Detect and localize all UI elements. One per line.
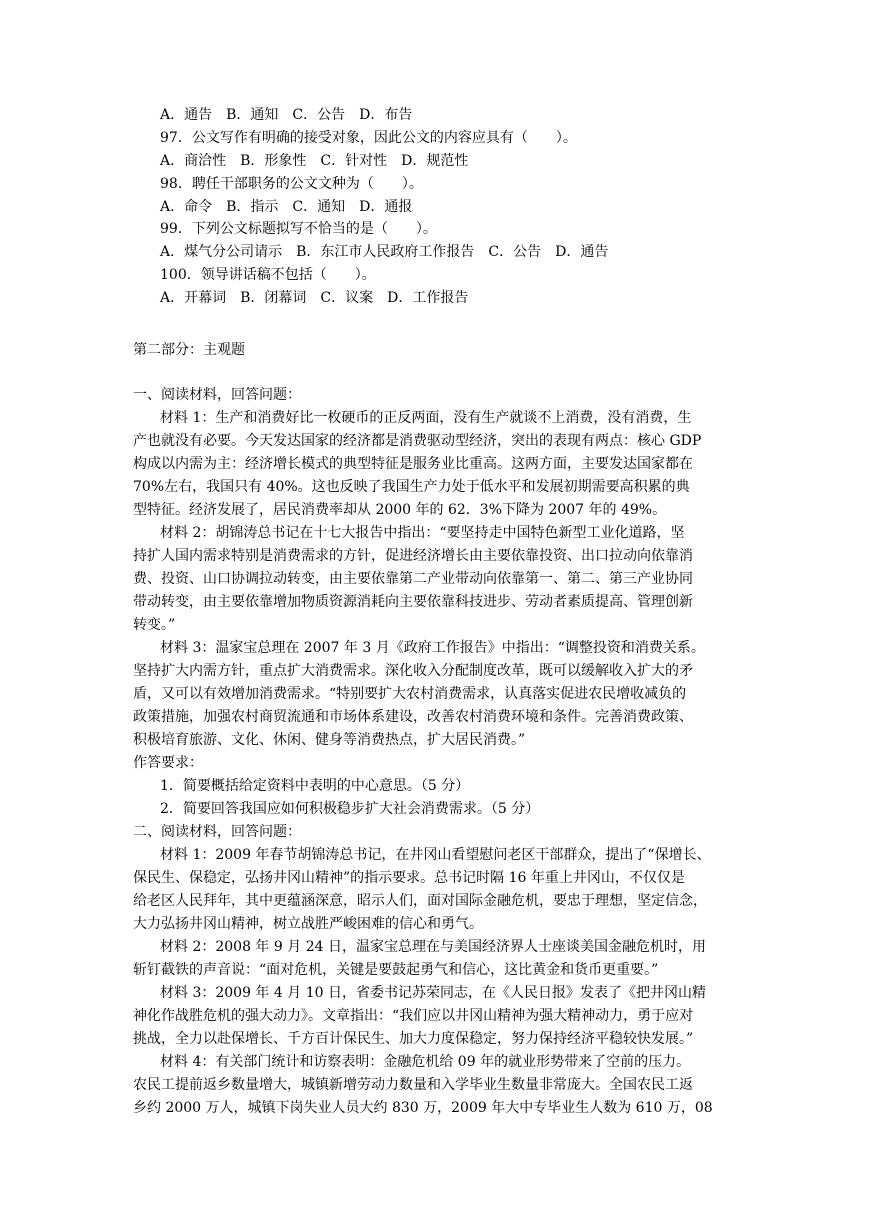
- answer-options-97: A．商洽性 B．形象性 C．针对性 D．规范性: [160, 153, 469, 169]
- question-97: 97．公文写作有明确的接受对象，因此公文的内容应具有（ ）。: [160, 130, 577, 146]
- s2-material-3-line: 挑战，全力以赴保增长、千方百计保民生、加大力度保稳定，努力保持经济平稳较快发展。”: [133, 1031, 694, 1047]
- s1-requirements-label: 作答要求：: [133, 755, 203, 771]
- s1-material-2-line: 费、投资、山口协调拉动转变，由主要依靠第二产业带动向依靠第一、第二、第三产业协同: [133, 571, 693, 587]
- section-2-heading: 二、阅读材料，回答问题：: [133, 824, 301, 840]
- s1-material-2-line: 材料 2：胡锦涛总书记在十七大报告中指出：“要坚持走中国特色新型工业化道路，坚: [160, 525, 685, 541]
- s1-requirement-1: 1．简要概括给定资料中表明的中心意思。（5 分）: [160, 778, 470, 794]
- s1-material-1-line: 产也就没有必要。今天发达国家的经济都是消费驱动型经济，突出的表现有两点：核心 GDP: [133, 433, 702, 449]
- s2-material-3-line: 材料 3：2009 年 4 月 10 日，省委书记苏荣同志，在《人民日报》发表了《把井冈山精: [160, 985, 706, 1001]
- s1-material-1-line: 构成以内需为主：经济增长模式的典型特征是服务业比重高。这两方面，主要发达国家都在: [133, 456, 693, 472]
- s1-material-3-line: 盾，又可以有效增加消费需求。“特别要扩大农村消费需求，认真落实促进农民增收减负的: [133, 686, 687, 702]
- part-two-title: 第二部分：主观题: [133, 342, 245, 358]
- s2-material-1-line: 大力弘扬井冈山精神，树立战胜严峻困难的信心和勇气。: [133, 916, 483, 932]
- s2-material-4-line: 乡约 2000 万人，城镇下岗失业人员大约 830 万，2009 年大中专毕业生人数为 610 万，08: [133, 1100, 713, 1116]
- s2-material-4-line: 农民工提前返乡数量增大，城镇新增劳动力数量和入学毕业生数量非常庞大。全国农民工返: [133, 1077, 693, 1093]
- s2-material-1-line: 给老区人民拜年，其中更蕴涵深意，昭示人们，面对国际金融危机，要忠于理想，坚定信念，: [133, 893, 707, 909]
- s1-material-1-line: 型特征。经济发展了，居民消费率却从 2000 年的 62．3%下降为 2007 年的 49%。: [133, 502, 667, 518]
- answer-options-98: A．命令 B．指示 C．通知 D．通报: [160, 199, 413, 215]
- answer-options-100: A．开幕词 B．闭幕词 C．议案 D．工作报告: [160, 290, 469, 306]
- s1-material-1-line: 70%左右，我国只有 40%。这也反映了我国生产力处于低水平和发展初期需要高积累的典: [133, 479, 690, 495]
- s1-material-1-line: 材料 1：生产和消费好比一枚硬币的正反两面，没有生产就谈不上消费，没有消费，生: [160, 410, 692, 426]
- s2-material-1-line: 保民生、保稳定，弘扬井冈山精神”的指示要求。总书记时隔 16 年重上井冈山，不仅仅是: [133, 870, 685, 886]
- s2-material-2-line: 斩钉截铁的声音说：“面对危机，关键是要鼓起勇气和信心，这比黄金和货币更重要。”: [133, 962, 659, 978]
- s1-material-3-line: 积极培育旅游、文化、休闲、健身等消费热点，扩大居民消费。”: [133, 732, 526, 748]
- s2-material-4-line: 材料 4：有关部门统计和访察表明：金融危机给 09 年的就业形势带来了空前的压力。: [160, 1054, 691, 1070]
- section-1-heading: 一、阅读材料，回答问题：: [133, 387, 301, 403]
- question-98: 98．聘任干部职务的公文文种为（ ）。: [160, 176, 423, 192]
- question-99: 99．下列公文标题拟写不恰当的是（ ）。: [160, 221, 437, 237]
- s1-material-3-line: 政策措施，加强农村商贸流通和市场体系建设，改善农村消费环境和条件。完善消费政策、: [133, 709, 693, 725]
- s2-material-3-line: 神化作战胜危机的强大动力》。文章指出：“我们应以井冈山精神为强大精神动力，勇于应对: [133, 1008, 694, 1024]
- s1-material-2-line: 转变。”: [133, 617, 176, 633]
- s1-requirement-2: 2．简要回答我国应如何积极稳步扩大社会消费需求。（5 分）: [160, 801, 540, 817]
- s1-material-2-line: 带动转变，由主要依靠增加物质资源消耗向主要依靠科技进步、劳动者素质提高、管理创新: [133, 594, 693, 610]
- s1-material-2-line: 持扩人国内需求特别是消费需求的方针，促进经济增长由主要依靠投资、出口拉动向依靠消: [133, 548, 693, 564]
- s2-material-2-line: 材料 2：2008 年 9 月 24 日，温家宝总理在与美国经济界人士座谈美国金融危机时，用: [160, 939, 706, 955]
- answer-options-99: A．煤气分公司请示 B．东江市人民政府工作报告 C．公告 D．通告: [160, 244, 609, 260]
- s1-material-3-line: 坚持扩大内需方针，重点扩大消费需求。深化收入分配制度改革，既可以缓解收入扩大的矛: [133, 663, 693, 679]
- answer-options-96: A．通告 B．通知 C．公告 D．布告: [160, 107, 413, 123]
- question-100: 100．领导讲话稿不包括（ ）。: [160, 267, 376, 283]
- s1-material-3-line: 材料 3：温家宝总理在 2007 年 3 月《政府工作报告》中指出：“调整投资和消费关系。: [160, 640, 705, 656]
- s2-material-1-line: 材料 1：2009 年春节胡锦涛总书记，在井冈山看望慰问老区干部群众，提出了“保增长、: [160, 847, 711, 863]
